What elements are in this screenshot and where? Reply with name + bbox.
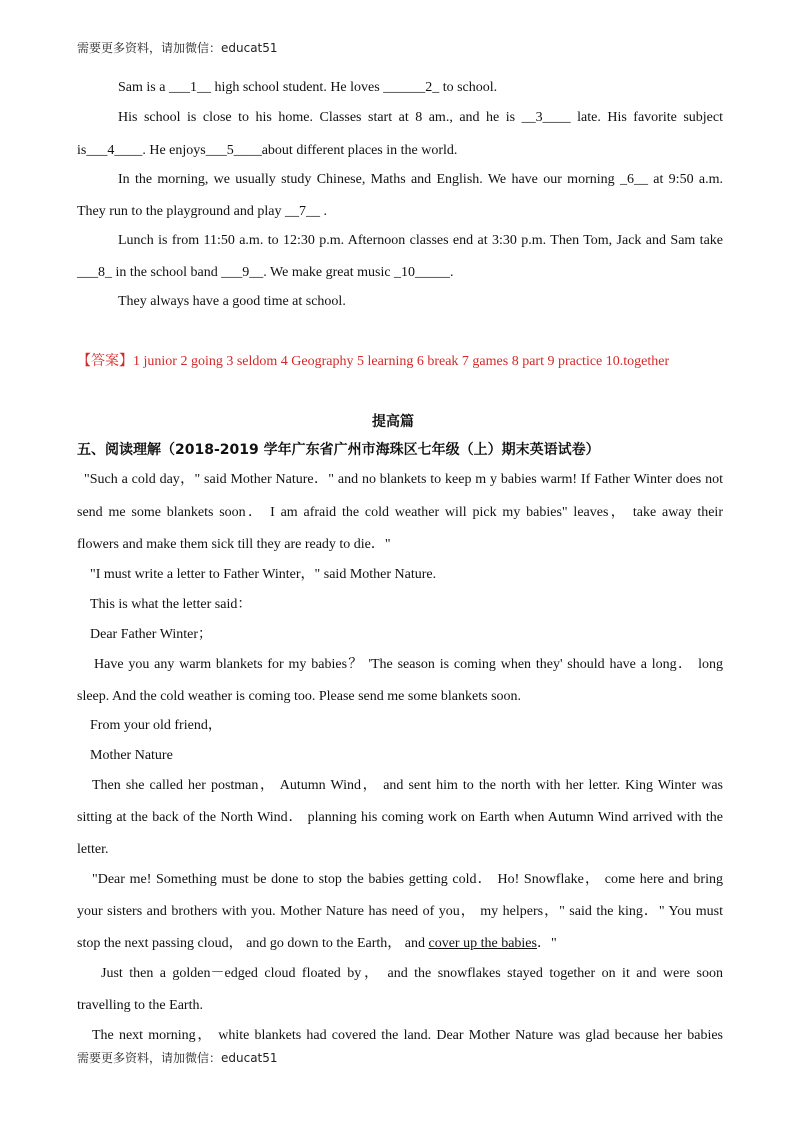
passage-line-12: sitting at the back of the North Wind． planning his coming work on Earth when Autumn Wind arrived with the xyxy=(77,810,723,825)
passage-line-6: Dear Father Winter； xyxy=(90,627,213,642)
footer-note: 需要更多资料，请加微信：educat51 xyxy=(77,1051,278,1065)
passage-line-11: Then she called her postman， Autumn Wind， and sent him to the north with her letter. King Winter was xyxy=(92,778,723,793)
answer-text: 1 junior 2 going 3 seldom 4 Geography 5 learning 6 break 7 games 8 part 9 practice 10.together xyxy=(133,354,670,369)
cloze-line-2: His school is close to his home. Classes start at 8 am., and he is __3____ late. His favorite subject xyxy=(118,110,723,125)
passage-line-7: Have you any warm blankets for my babies？ 'The season is coming when they' should have a long． long xyxy=(94,657,723,672)
passage-line-19: The next morning， white blankets had covered the land. Dear Mother Nature was glad because her babies xyxy=(92,1028,723,1043)
passage-line-15: your sisters and brothers with you. Mother Nature has need of you， my helpers，" said the king．" You must xyxy=(77,904,723,919)
passage-line-9: From your old friend， xyxy=(90,718,222,733)
passage-line-10: Mother Nature xyxy=(90,748,173,763)
section-heading: 五、阅读理解（2018-2019 学年广东省广州市海珠区七年级（上）期末英语试卷） xyxy=(77,442,600,458)
passage-line-16-text: stop the next passing cloud， and go down to the Earth， and xyxy=(77,936,429,951)
passage-line-1: "Such a cold day，" said Mother Nature．" and no blankets to keep m y babies warm! If Father Winter does not xyxy=(84,472,723,487)
passage-line-16-end: ．" xyxy=(536,936,557,951)
passage-line-8: sleep. And the cold weather is coming too. Please send me some blankets soon. xyxy=(77,689,522,704)
cloze-line-7: ___8_ in the school band ___9__. We make great music _10_____. xyxy=(77,265,454,280)
passage-line-16 xyxy=(77,935,557,953)
header-note: 需要更多资料，请加微信：educat51 xyxy=(77,41,278,55)
cloze-line-4: In the morning, we usually study Chinese, Maths and English. We have our morning _6__ at 9:50 a.m. xyxy=(118,172,723,187)
answer-line xyxy=(77,353,669,371)
passage-line-17: Just then a golden－edged cloud floated by， and the snowflakes stayed together on it and were soon xyxy=(101,966,723,981)
passage-line-4: "I must write a letter to Father Winter，" said Mother Nature. xyxy=(90,567,437,582)
passage-line-14: "Dear me! Something must be done to stop the babies getting cold． Ho! Snowflake， come here and bring xyxy=(92,872,723,887)
passage-line-3: flowers and make them sick till they are ready to die．" xyxy=(77,537,391,552)
underlined-phrase: cover up the babies xyxy=(428,936,537,951)
passage-line-13: letter. xyxy=(77,842,109,857)
passage-line-2: send me some blankets soon． I am afraid the cold weather will pick my babies" leaves， take away their xyxy=(77,505,723,520)
passage-line-5: This is what the letter said： xyxy=(90,597,252,612)
cloze-line-8: They always have a good time at school. xyxy=(118,294,346,309)
answer-label: 【答案】 xyxy=(77,354,133,369)
section-title: 提高篇 xyxy=(372,414,414,430)
cloze-line-3: is___4____. He enjoys___5____about different places in the world. xyxy=(77,143,458,158)
passage-line-18: travelling to the Earth. xyxy=(77,998,203,1013)
cloze-line-6: Lunch is from 11:50 a.m. to 12:30 p.m. Afternoon classes end at 3:30 p.m. Then Tom, Jack and Sam take xyxy=(118,233,723,248)
cloze-line-1: Sam is a ___1__ high school student. He loves ______2_ to school. xyxy=(118,80,498,95)
cloze-line-5: They run to the playground and play __7__ . xyxy=(77,204,328,219)
